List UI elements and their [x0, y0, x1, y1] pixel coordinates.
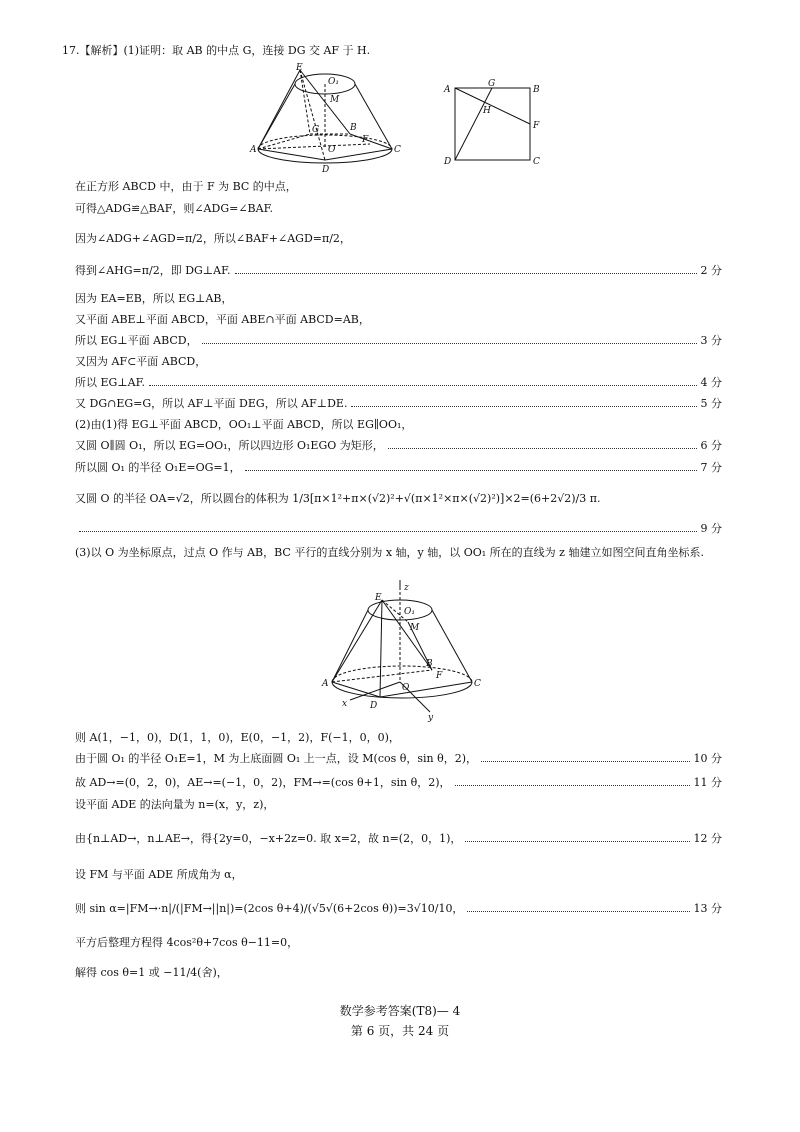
solution-line	[75, 492, 722, 506]
label-z: z	[404, 583, 409, 593]
line-text: 故 AD→=(0，2，0)，AE→=(−1，0，2)，FM→=(cos θ+1，sin θ，2)，	[75, 776, 451, 789]
points-label: 10 分	[693, 752, 722, 765]
solution-line	[75, 264, 722, 278]
solution-line	[75, 731, 722, 745]
label-A: A	[444, 85, 451, 95]
line-text: 则 A(1，−1，0)，D(1，1，0)，E(0，−1，2)，F(−1，0，0)，	[75, 731, 400, 744]
solution-line	[75, 418, 722, 432]
page-info: 第 6 页，共 24 页	[350, 1024, 450, 1038]
points-label: 7 分	[700, 461, 722, 474]
solution-line	[75, 202, 722, 216]
line-text: 又平面 ABE⊥平面 ABCD，平面 ABE∩平面 ABCD=AB，	[75, 313, 370, 326]
label-E: E	[375, 593, 382, 603]
points-label: 2 分	[700, 264, 722, 277]
points-label: 11 分	[693, 776, 722, 789]
answer-code: 数学参考答案(T8)— 4	[339, 1004, 461, 1018]
solution-line	[75, 334, 722, 348]
points-label: 4 分	[700, 376, 722, 389]
line-text: (2)由(1)得 EG⊥平面 ABCD，OO₁⊥平面 ABCD，所以 EG∥OO₁，	[75, 418, 413, 431]
line-text: 因为∠ADG+∠AGD=π/2，所以∠BAF+∠AGD=π/2，	[75, 232, 351, 245]
square-figure	[440, 78, 550, 171]
frustum-figure-1	[250, 62, 400, 180]
line-text: 又因为 AF⊂平面 ABCD，	[75, 355, 207, 368]
label-O1: O₁	[328, 77, 339, 87]
label-B: B	[350, 123, 357, 133]
line-text: 又圆 O∥圆 O₁，所以 EG=OO₁，所以四边形 O₁EGO 为矩形，	[75, 439, 384, 452]
solution-line	[75, 397, 722, 411]
label-C: C	[394, 145, 401, 155]
label-O: O	[402, 683, 410, 693]
points-label: 6 分	[700, 439, 722, 452]
label-B: B	[426, 659, 433, 669]
label-D: D	[370, 701, 378, 711]
label-M: M	[330, 95, 340, 105]
frustum-diagram-1	[250, 62, 400, 177]
line-text: 所以圆 O₁ 的半径 O₁E=OG=1，	[75, 461, 241, 474]
label-F: F	[436, 671, 443, 681]
frustum-figure-2	[320, 582, 490, 725]
line-text: 设 FM 与平面 ADE 所成角为 α，	[75, 868, 243, 881]
line-text: 可得△ADG≌△BAF，则∠ADG=∠BAF.	[75, 202, 273, 215]
points-label: 5 分	[700, 397, 722, 410]
points-label: 9 分	[700, 522, 722, 535]
line-text: 得到∠AHG=π/2，即 DG⊥AF.	[75, 264, 231, 277]
points-label: 12 分	[693, 832, 722, 845]
line-text: 因为 EA=EB，所以 EG⊥AB，	[75, 292, 233, 305]
line-text: 又圆 O 的半径 OA=√2，所以圆台的体积为 1/3[π×1²+π×(√2)²+√(π×1²×π×(√2)²)]×2=(6+2√2)/3 π.	[75, 492, 601, 505]
label-B: B	[533, 85, 540, 95]
solution-line	[75, 313, 722, 327]
square-diagram	[440, 78, 550, 168]
label-C: C	[533, 157, 540, 167]
line-text: 所以 EG⊥平面 ABCD，	[75, 334, 198, 347]
problem-header-text: 17.【解析】(1)证明：取 AB 的中点 G，连接 DG 交 AF 于 H.	[62, 44, 371, 57]
solution-line	[75, 902, 722, 916]
problem-header	[62, 44, 722, 58]
solution-line	[75, 180, 722, 194]
label-x: x	[342, 699, 348, 709]
label-C: C	[474, 679, 481, 689]
label-D: D	[322, 165, 330, 175]
label-O1: O₁	[404, 607, 415, 617]
solution-line	[75, 798, 722, 812]
solution-line	[75, 232, 722, 246]
label-O: O	[328, 145, 336, 155]
label-F: F	[533, 121, 540, 131]
solution-line	[75, 832, 722, 846]
line-text: 设平面 ADE 的法向量为 n=(x，y，z)，	[75, 798, 275, 811]
line-text: 在正方形 ABCD 中，由于 F 为 BC 的中点，	[75, 180, 297, 193]
points-label: 13 分	[693, 902, 722, 915]
label-H: H	[483, 106, 491, 116]
label-A: A	[322, 679, 329, 689]
line-text: 则 sin α=|FM→·n|/(|FM→||n|)=(2cos θ+4)/(√5√(6+2cos θ))=3√10/10，	[75, 902, 464, 915]
solution-line	[75, 752, 722, 766]
label-D: D	[444, 157, 452, 167]
solution-line	[75, 439, 722, 453]
solution-line	[75, 355, 722, 369]
solution-line	[75, 376, 722, 390]
label-F: F	[362, 135, 369, 145]
line-text: 又 DG∩EG=G，所以 AF⊥平面 DEG，所以 AF⊥DE.	[75, 397, 348, 410]
label-A: A	[250, 145, 257, 155]
line-text: 平方后整理方程得 4cos²θ+7cos θ−11=0，	[75, 936, 299, 949]
solution-line	[75, 292, 722, 306]
frustum-diagram-2	[320, 582, 490, 722]
solution-line	[75, 522, 722, 536]
solution-line	[75, 966, 722, 980]
points-label: 3 分	[700, 334, 722, 347]
solution-line	[75, 461, 722, 475]
label-y: y	[428, 713, 434, 723]
line-text: 由{n⊥AD→，n⊥AE→，得{2y=0，−x+2z=0. 取 x=2，故 n=(2，0，1)，	[75, 832, 462, 845]
label-E: E	[296, 63, 303, 73]
solution-line	[75, 776, 722, 790]
line-text: 由于圆 O₁ 的半径 O₁E=1，M 为上底面圆 O₁ 上一点，设 M(cos θ，sin θ，2)，	[75, 752, 478, 765]
solution-line	[75, 868, 722, 882]
part3-intro: (3)以 O 为坐标原点，过点 O 作与 AB，BC 平行的直线分别为 x 轴，y 轴，以 OO₁ 所在的直线为 z 轴建立如图空间直角坐标系.	[75, 546, 704, 559]
label-G: G	[488, 79, 496, 89]
line-text: 解得 cos θ=1 或 −11/4(舍)，	[75, 966, 228, 979]
label-G: G	[312, 125, 320, 135]
label-M: M	[410, 623, 420, 633]
line-text: 所以 EG⊥AF.	[75, 376, 146, 389]
solution-line	[75, 936, 722, 950]
